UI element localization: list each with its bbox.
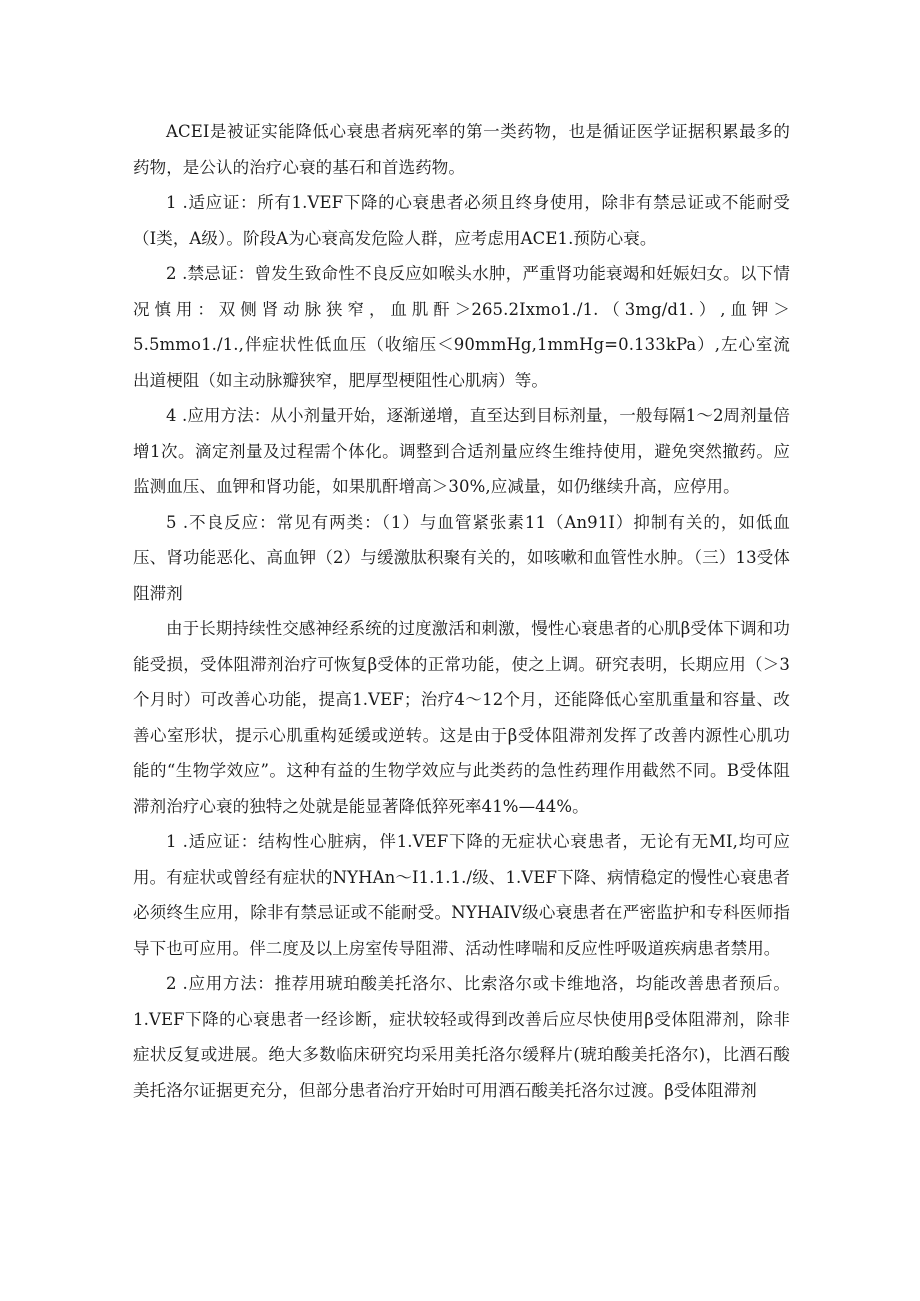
paragraph-beta-blocker-indications: 1 .适应证：结构性心脏病，伴1.VEF下降的无症状心衰患者，无论有无MI,均可应用。有症状或曾经有症状的NYHAn～I1.1.1./级、1.VEF下降、病情稳定的慢性心衰患者必须终生应用，除非有禁忌证或不能耐受。NYHAIV级心衰患者在严密监护和专科医师指导下也可应用。伴二度及以上房室传导阻滞、活动性哮喘和反应性呼吸道疾病患者禁用。 — [133, 832, 790, 958]
paragraph-beta-blocker-intro: 由于长期持续性交感神经系统的过度激活和刺激，慢性心衰患者的心肌β受体下调和功能受损，受体阻滞剂治疗可恢复β受体的正常功能，使之上调。研究表明，长期应用（＞3个月时）可改善心功能，提高1.VEF；治疗4～12个月，还能降低心室肌重量和容量、改善心室形状，提示心肌重构延缓或逆转。这是由于β受体阻滞剂发挥了改善内源性心肌功能的“生物学效应”。这种有益的生物学效应与此类药的急性药理作用截然不同。B受体阻滞剂治疗心衰的独特之处就是能显著降低猝死率41%—44%。 — [133, 619, 790, 816]
paragraph-acei-contraindications: 2 .禁忌证：曾发生致命性不良反应如喉头水肿，严重肾功能衰竭和妊娠妇女。以下情况慎用：双侧肾动脉狭窄，血肌酐＞265.2Ixmo1./1.（3mg/d1.）,血钾＞5.5mmo1./1.,伴症状性低血压（收缩压＜90mmHg,1mmHg=0.133kPa）,左心室流出道梗阻（如主动脉瓣狭窄，肥厚型梗阻性心肌病）等。 — [133, 264, 790, 390]
document-page — [133, 114, 790, 1108]
paragraph-acei-adverse-effects: 5 .不良反应：常见有两类：（1）与血管紧张素11（An91I）抑制有关的，如低血压、肾功能恶化、高血钾（2）与缓激肽积聚有关的，如咳嗽和血管性水肿。（三）13受体阻滞剂 — [133, 512, 790, 603]
paragraph-acei-intro: ACEI是被证实能降低心衰患者病死率的第一类药物，也是循证医学证据积累最多的药物，是公认的治疗心衰的基石和首选药物。 — [133, 122, 790, 177]
paragraph-acei-usage: 4 .应用方法：从小剂量开始，逐渐递增，直至达到目标剂量，一般每隔1～2周剂量倍增1次。滴定剂量及过程需个体化。调整到合适剂量应终生维持使用，避免突然撤药。应监测血压、血钾和肾功能，如果肌酐增高＞30%,应减量，如仍继续升高，应停用。 — [133, 406, 790, 496]
paragraph-acei-indications: 1 .适应证：所有1.VEF下降的心衰患者必须且终身使用，除非有禁忌证或不能耐受（I类，A级）。阶段A为心衰高发危险人群，应考虑用ACE1.预防心衰。 — [133, 193, 790, 248]
paragraph-beta-blocker-usage: 2 .应用方法：推荐用琥珀酸美托洛尔、比索洛尔或卡维地洛，均能改善患者预后。1.VEF下降的心衰患者一经诊断，症状较轻或得到改善后应尽快使用β受体阻滞剂，除非症状反复或进展。绝大多数临床研究均采用美托洛尔缓释片(琥珀酸美托洛尔)，比酒石酸美托洛尔证据更充分，但部分患者治疗开始时可用酒石酸美托洛尔过渡。β受体阻滞剂 — [133, 974, 790, 1100]
